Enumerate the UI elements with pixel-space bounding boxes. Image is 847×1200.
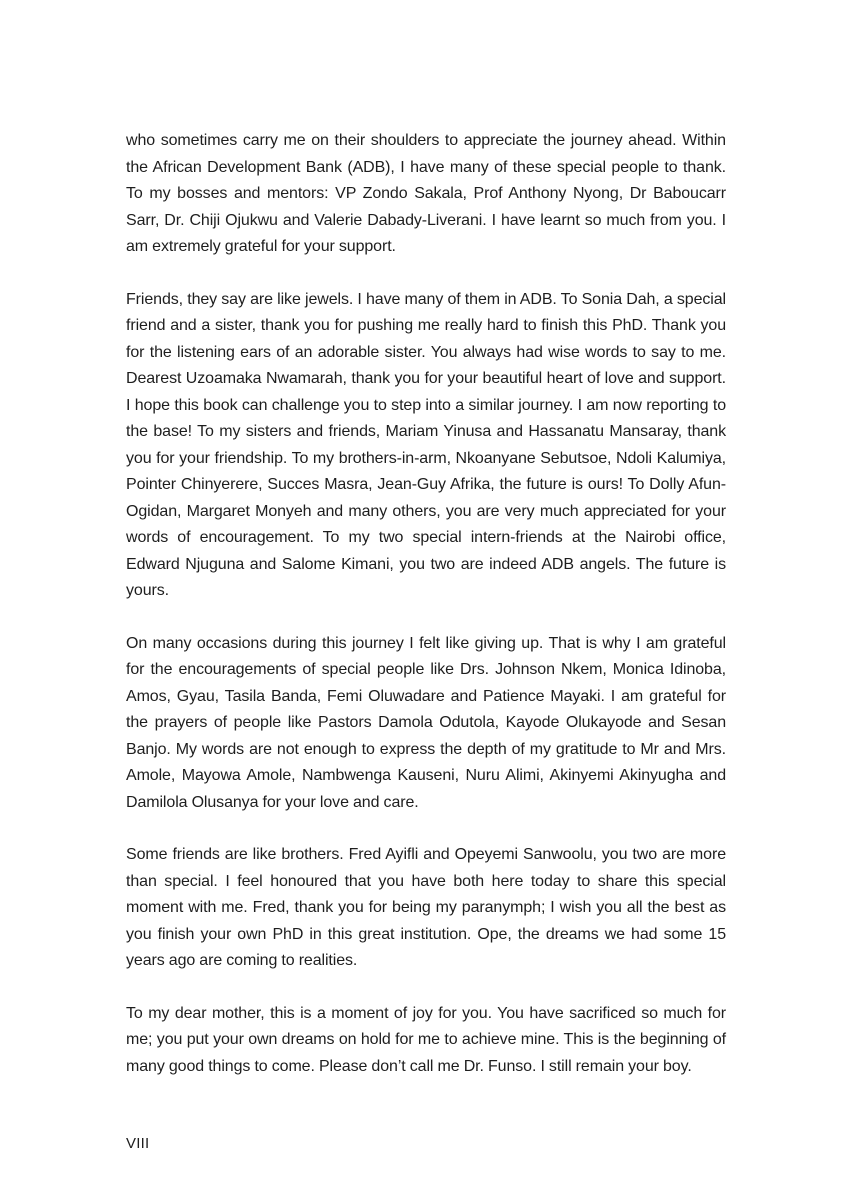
paragraph-bank-mentors: who sometimes carry me on their shoulders to appreciate the journey ahead. Within the African Development Bank (ADB), I have many of these special people to thank. To my bosses and mentors: VP Zondo Sakala, Prof Anthony Nyong, Dr Baboucarr Sarr, Dr. Chiji Ojukwu and Valerie Dabady-Liverani. I have learnt so much from you. I am extremely grateful for your support.: [126, 132, 726, 255]
paragraph-encouragements: On many occasions during this journey I felt like giving up. That is why I am grateful for the encouragements of special people like Drs. Johnson Nkem, Monica Idinoba, Amos, Gyau, Tasila Banda, Femi Oluwadare and Patience Mayaki. I am grateful for the prayers of people like Pastors Damola Odutola, Kayode Olukayode and Sesan Banjo. My words are not enough to express the depth of my gratitude to Mr and Mrs. Amole, Mayowa Amole, Nambwenga Kauseni, Nuru Alimi, Akinyemi Akinyugha and Damilola Olusanya for your love and care.: [126, 634, 726, 811]
body-text: [126, 128, 726, 1080]
paragraph-brothers: Some friends are like brothers. Fred Ayifli and Opeyemi Sanwoolu, you two are more than special. I feel honoured that you have both here today to share this special moment with me. Fred, thank you for being my paranymph; I wish you all the best as you finish your own PhD in this great institution. Ope, the dreams we had some 15 years ago are coming to realities.: [126, 846, 726, 969]
paragraph-mother: To my dear mother, this is a moment of joy for you. You have sacrificed so much for me; you put your own dreams on hold for me to achieve mine. This is the beginning of many good things to come. Please don’t call me Dr. Funso. I still remain your boy.: [126, 1004, 726, 1075]
page-number: VIII: [126, 1135, 150, 1152]
paragraph-friends-jewels: Friends, they say are like jewels. I have many of them in ADB. To Sonia Dah, a special friend and a sister, thank you for pushing me really hard to finish this PhD. Thank you for the listening ears of an adorable sister. You always had wise words to say to me. Dearest Uzoamaka Nwamarah, thank you for your beautiful heart of love and support. I hope this book can challenge you to step into a similar journey. I am now reporting to the base! To my sisters and friends, Mariam Yinusa and Hassanatu Mansaray, thank you for your friendship. To my brothers-in-arm, Nkoanyane Sebutsoe, Ndoli Kalumiya, Pointer Chinyerere, Succes Masra, Jean-Guy Afrika, the future is ours! To Dolly Afun-Ogidan, Margaret Monyeh and many others, you are very much appreciated for your words of encouragement. To my two special intern-friends at the Nairobi office, Edward Njuguna and Salome Kimani, you two are indeed ADB angels. The future is yours.: [126, 290, 726, 599]
